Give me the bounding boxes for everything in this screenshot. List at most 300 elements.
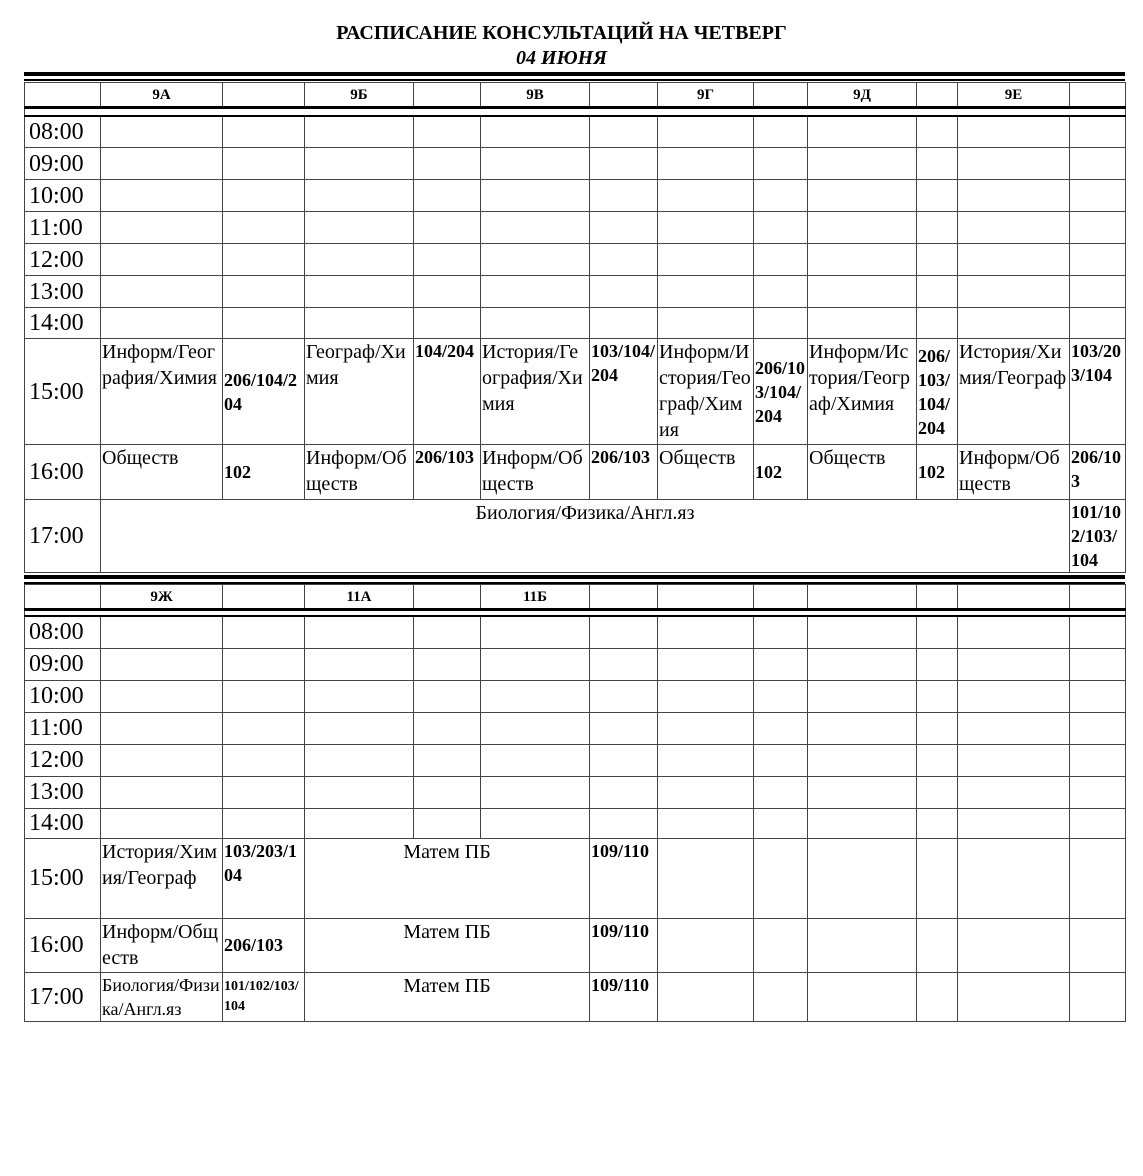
header-empty xyxy=(958,585,1070,610)
empty-cell xyxy=(958,180,1070,212)
header-empty xyxy=(414,585,481,610)
time-cell: 14:00 xyxy=(25,808,101,838)
empty-cell xyxy=(590,244,658,276)
empty-cell xyxy=(917,244,958,276)
empty-cell xyxy=(808,308,917,339)
empty-cell xyxy=(917,180,958,212)
subject-cell: Информ/Обществ xyxy=(305,445,414,500)
header-empty xyxy=(808,585,917,610)
class-header: 11А xyxy=(305,585,414,610)
empty-cell xyxy=(658,838,754,918)
time-cell: 08:00 xyxy=(25,116,101,148)
empty-cell xyxy=(223,212,305,244)
empty-cell xyxy=(101,616,223,648)
empty-cell xyxy=(101,648,223,680)
empty-cell xyxy=(590,712,658,744)
empty-cell xyxy=(808,648,917,680)
empty-cell xyxy=(481,808,590,838)
empty-cell xyxy=(808,776,917,808)
empty-cell xyxy=(223,712,305,744)
empty-cell xyxy=(101,712,223,744)
table-row xyxy=(25,500,1126,573)
empty-cell xyxy=(1070,744,1126,776)
room-cell: 206/103 xyxy=(590,445,658,500)
empty-cell xyxy=(917,776,958,808)
empty-cell xyxy=(1070,808,1126,838)
empty-cell xyxy=(1070,838,1126,918)
table-row xyxy=(25,244,1126,276)
empty-cell xyxy=(101,308,223,339)
time-cell: 12:00 xyxy=(25,744,101,776)
empty-cell xyxy=(101,116,223,148)
empty-cell xyxy=(917,918,958,972)
empty-cell xyxy=(754,712,808,744)
subject-cell: Матем ПБ xyxy=(305,838,590,918)
empty-cell xyxy=(1070,680,1126,712)
empty-cell xyxy=(754,680,808,712)
empty-cell xyxy=(808,680,917,712)
empty-cell xyxy=(101,212,223,244)
class-header: 9Е xyxy=(958,83,1070,108)
empty-cell xyxy=(1070,308,1126,339)
empty-cell xyxy=(305,276,414,308)
room-cell: 102 xyxy=(917,445,958,500)
empty-cell xyxy=(658,308,754,339)
empty-cell xyxy=(305,116,414,148)
empty-cell xyxy=(958,648,1070,680)
empty-cell xyxy=(754,244,808,276)
empty-cell xyxy=(481,744,590,776)
empty-cell xyxy=(223,648,305,680)
empty-cell xyxy=(590,148,658,180)
empty-cell xyxy=(223,616,305,648)
empty-cell xyxy=(658,972,754,1021)
empty-cell xyxy=(305,776,414,808)
room-cell: 206/103/104/204 xyxy=(917,339,958,445)
empty-cell xyxy=(414,776,481,808)
empty-cell xyxy=(414,744,481,776)
header-empty xyxy=(754,83,808,108)
header-empty xyxy=(25,83,101,108)
empty-cell xyxy=(808,838,917,918)
double-rule xyxy=(24,72,1125,81)
empty-cell xyxy=(223,680,305,712)
empty-cell xyxy=(1070,212,1126,244)
empty-cell xyxy=(1070,776,1126,808)
subject-cell: Обществ xyxy=(658,445,754,500)
time-cell: 12:00 xyxy=(25,244,101,276)
empty-cell xyxy=(917,712,958,744)
empty-cell xyxy=(414,616,481,648)
empty-cell xyxy=(917,648,958,680)
table-row xyxy=(25,918,1126,972)
subject-cell: Биология/Физика/Англ.яз xyxy=(101,500,1070,573)
subject-cell: Информ/География/Химия xyxy=(101,339,223,445)
empty-cell xyxy=(658,116,754,148)
double-rule xyxy=(25,108,1126,116)
empty-cell xyxy=(958,212,1070,244)
empty-cell xyxy=(808,972,917,1021)
empty-cell xyxy=(223,776,305,808)
time-cell: 11:00 xyxy=(25,212,101,244)
room-cell: 109/110 xyxy=(590,972,658,1021)
empty-cell xyxy=(481,276,590,308)
empty-cell xyxy=(658,808,754,838)
empty-cell xyxy=(590,116,658,148)
empty-cell xyxy=(590,680,658,712)
subject-cell: Информ/Обществ xyxy=(481,445,590,500)
empty-cell xyxy=(958,776,1070,808)
time-cell: 16:00 xyxy=(25,445,101,500)
room-cell: 109/110 xyxy=(590,838,658,918)
empty-cell xyxy=(917,616,958,648)
room-cell: 101/102/103/104 xyxy=(1070,500,1126,573)
header-empty xyxy=(414,83,481,108)
empty-cell xyxy=(917,680,958,712)
empty-cell xyxy=(958,680,1070,712)
empty-cell xyxy=(223,808,305,838)
subject-cell: История/География/Химия xyxy=(481,339,590,445)
time-cell: 09:00 xyxy=(25,148,101,180)
empty-cell xyxy=(481,616,590,648)
empty-cell xyxy=(658,680,754,712)
header-empty xyxy=(223,585,305,610)
header-empty xyxy=(25,585,101,610)
empty-cell xyxy=(481,308,590,339)
empty-cell xyxy=(917,148,958,180)
empty-cell xyxy=(305,648,414,680)
table-row xyxy=(25,680,1126,712)
empty-cell xyxy=(958,918,1070,972)
empty-cell xyxy=(223,276,305,308)
empty-cell xyxy=(305,180,414,212)
empty-cell xyxy=(305,680,414,712)
table-row xyxy=(25,308,1126,339)
empty-cell xyxy=(590,616,658,648)
empty-cell xyxy=(754,616,808,648)
table-row xyxy=(25,648,1126,680)
empty-cell xyxy=(481,180,590,212)
class-header: 9Ж xyxy=(101,585,223,610)
empty-cell xyxy=(808,148,917,180)
room-cell: 206/103 xyxy=(223,918,305,972)
empty-cell xyxy=(101,744,223,776)
class-header: 9Г xyxy=(658,83,754,108)
time-cell: 08:00 xyxy=(25,616,101,648)
empty-cell xyxy=(808,212,917,244)
table-row xyxy=(25,776,1126,808)
empty-cell xyxy=(658,918,754,972)
empty-cell xyxy=(754,744,808,776)
empty-cell xyxy=(917,212,958,244)
table-row xyxy=(25,212,1126,244)
table-row xyxy=(25,616,1126,648)
header-empty xyxy=(1070,83,1126,108)
time-cell: 13:00 xyxy=(25,776,101,808)
empty-cell xyxy=(414,808,481,838)
empty-cell xyxy=(754,648,808,680)
empty-cell xyxy=(1070,244,1126,276)
empty-cell xyxy=(1070,712,1126,744)
class-header: 9А xyxy=(101,83,223,108)
empty-cell xyxy=(958,308,1070,339)
empty-cell xyxy=(414,116,481,148)
empty-cell xyxy=(754,776,808,808)
room-cell: 206/103 xyxy=(1070,445,1126,500)
empty-cell xyxy=(917,744,958,776)
time-cell: 14:00 xyxy=(25,308,101,339)
empty-cell xyxy=(305,244,414,276)
table-row xyxy=(25,808,1126,838)
empty-cell xyxy=(808,808,917,838)
empty-cell xyxy=(481,776,590,808)
empty-cell xyxy=(481,648,590,680)
empty-cell xyxy=(223,180,305,212)
empty-cell xyxy=(414,180,481,212)
class-header: 9Б xyxy=(305,83,414,108)
empty-cell xyxy=(1070,148,1126,180)
header-empty xyxy=(917,83,958,108)
empty-cell xyxy=(414,244,481,276)
empty-cell xyxy=(481,212,590,244)
empty-cell xyxy=(754,276,808,308)
empty-cell xyxy=(590,744,658,776)
empty-cell xyxy=(808,616,917,648)
empty-cell xyxy=(1070,276,1126,308)
empty-cell xyxy=(590,212,658,244)
empty-cell xyxy=(754,808,808,838)
time-cell: 09:00 xyxy=(25,648,101,680)
table-row xyxy=(25,148,1126,180)
empty-cell xyxy=(958,972,1070,1021)
empty-cell xyxy=(1070,116,1126,148)
empty-cell xyxy=(917,838,958,918)
room-cell: 103/104/204 xyxy=(590,339,658,445)
empty-cell xyxy=(958,616,1070,648)
empty-cell xyxy=(917,276,958,308)
empty-cell xyxy=(101,776,223,808)
class-header-row xyxy=(25,83,1126,108)
subject-cell: Информ/История/Географ/Химия xyxy=(808,339,917,445)
time-cell: 17:00 xyxy=(25,972,101,1021)
empty-cell xyxy=(101,244,223,276)
empty-cell xyxy=(414,680,481,712)
class-header: 9Д xyxy=(808,83,917,108)
empty-cell xyxy=(590,808,658,838)
empty-cell xyxy=(808,116,917,148)
time-cell: 15:00 xyxy=(25,838,101,918)
empty-cell xyxy=(917,308,958,339)
empty-cell xyxy=(658,616,754,648)
class-header-row xyxy=(25,585,1126,610)
empty-cell xyxy=(414,308,481,339)
header-empty xyxy=(590,585,658,610)
header-empty xyxy=(1070,585,1126,610)
empty-cell xyxy=(658,180,754,212)
table-row xyxy=(25,276,1126,308)
room-cell: 103/203/104 xyxy=(1070,339,1126,445)
empty-cell xyxy=(223,308,305,339)
subject-cell: Биология/Физика/Англ.яз xyxy=(101,972,223,1021)
room-cell: 102 xyxy=(223,445,305,500)
subject-cell: Географ/Химия xyxy=(305,339,414,445)
room-cell: 104/204 xyxy=(414,339,481,445)
subject-cell: История/Химия/Географ xyxy=(101,838,223,918)
subject-cell: Информ/Обществ xyxy=(958,445,1070,500)
page-date: 04 ИЮНЯ xyxy=(515,47,607,69)
subject-cell: История/Химия/Географ xyxy=(958,339,1070,445)
empty-cell xyxy=(658,148,754,180)
time-cell: 11:00 xyxy=(25,712,101,744)
double-rule xyxy=(24,575,1125,584)
empty-cell xyxy=(958,744,1070,776)
room-cell: 101/102/103/104 xyxy=(223,972,305,1021)
empty-cell xyxy=(481,244,590,276)
empty-cell xyxy=(808,276,917,308)
empty-cell xyxy=(481,712,590,744)
time-cell: 17:00 xyxy=(25,500,101,573)
subject-cell: Матем ПБ xyxy=(305,918,590,972)
schedule-table-2 xyxy=(24,584,1126,1022)
empty-cell xyxy=(414,712,481,744)
empty-cell xyxy=(754,212,808,244)
empty-cell xyxy=(658,712,754,744)
empty-cell xyxy=(1070,648,1126,680)
empty-cell xyxy=(101,180,223,212)
empty-cell xyxy=(658,776,754,808)
empty-cell xyxy=(917,116,958,148)
empty-cell xyxy=(590,180,658,212)
time-cell: 16:00 xyxy=(25,918,101,972)
empty-cell xyxy=(958,712,1070,744)
empty-cell xyxy=(305,308,414,339)
empty-cell xyxy=(658,744,754,776)
empty-cell xyxy=(808,244,917,276)
header-empty xyxy=(754,585,808,610)
empty-cell xyxy=(223,744,305,776)
schedule-table-1 xyxy=(24,82,1126,573)
empty-cell xyxy=(958,838,1070,918)
empty-cell xyxy=(305,212,414,244)
table-row xyxy=(25,180,1126,212)
empty-cell xyxy=(754,180,808,212)
empty-cell xyxy=(754,308,808,339)
empty-cell xyxy=(223,116,305,148)
empty-cell xyxy=(958,116,1070,148)
empty-cell xyxy=(958,244,1070,276)
empty-cell xyxy=(101,148,223,180)
empty-cell xyxy=(590,308,658,339)
empty-cell xyxy=(414,148,481,180)
time-cell: 15:00 xyxy=(25,339,101,445)
time-cell: 13:00 xyxy=(25,276,101,308)
room-cell: 109/110 xyxy=(590,918,658,972)
empty-cell xyxy=(305,148,414,180)
room-cell: 102 xyxy=(754,445,808,500)
empty-cell xyxy=(1070,616,1126,648)
page-title: РАСПИСАНИЕ КОНСУЛЬТАЦИЙ НА ЧЕТВЕРГ xyxy=(336,22,787,44)
empty-cell xyxy=(590,276,658,308)
empty-cell xyxy=(590,776,658,808)
table-row xyxy=(25,445,1126,500)
subject-cell: Обществ xyxy=(101,445,223,500)
empty-cell xyxy=(658,212,754,244)
header-empty xyxy=(917,585,958,610)
header-empty xyxy=(590,83,658,108)
room-cell: 103/203/104 xyxy=(223,838,305,918)
table-row xyxy=(25,116,1126,148)
empty-cell xyxy=(414,212,481,244)
time-cell: 10:00 xyxy=(25,180,101,212)
class-header: 11Б xyxy=(481,585,590,610)
empty-cell xyxy=(958,276,1070,308)
empty-cell xyxy=(658,276,754,308)
empty-cell xyxy=(754,116,808,148)
table-row xyxy=(25,838,1126,918)
empty-cell xyxy=(754,838,808,918)
empty-cell xyxy=(808,180,917,212)
empty-cell xyxy=(305,744,414,776)
empty-cell xyxy=(481,116,590,148)
empty-cell xyxy=(808,712,917,744)
empty-cell xyxy=(414,648,481,680)
empty-cell xyxy=(305,616,414,648)
empty-cell xyxy=(917,808,958,838)
empty-cell xyxy=(754,148,808,180)
subject-cell: Информ/Обществ xyxy=(101,918,223,972)
empty-cell xyxy=(754,972,808,1021)
empty-cell xyxy=(958,808,1070,838)
class-header: 9В xyxy=(481,83,590,108)
empty-cell xyxy=(754,918,808,972)
table-row xyxy=(25,972,1126,1021)
empty-cell xyxy=(1070,918,1126,972)
table-row xyxy=(25,744,1126,776)
empty-cell xyxy=(658,244,754,276)
table-row xyxy=(25,339,1126,445)
empty-cell xyxy=(590,648,658,680)
empty-cell xyxy=(808,918,917,972)
empty-cell xyxy=(958,148,1070,180)
subject-cell: Обществ xyxy=(808,445,917,500)
empty-cell xyxy=(481,680,590,712)
header-empty xyxy=(223,83,305,108)
empty-cell xyxy=(101,276,223,308)
empty-cell xyxy=(101,680,223,712)
empty-cell xyxy=(414,276,481,308)
empty-cell xyxy=(223,148,305,180)
time-cell: 10:00 xyxy=(25,680,101,712)
subject-cell: Информ/История/Географ/Химия xyxy=(658,339,754,445)
subject-cell: Матем ПБ xyxy=(305,972,590,1021)
header-empty xyxy=(658,585,754,610)
room-cell: 206/103/104/204 xyxy=(754,339,808,445)
empty-cell xyxy=(658,648,754,680)
room-cell: 206/103 xyxy=(414,445,481,500)
empty-cell xyxy=(481,148,590,180)
empty-cell xyxy=(223,244,305,276)
empty-cell xyxy=(808,744,917,776)
empty-cell xyxy=(305,808,414,838)
empty-cell xyxy=(1070,972,1126,1021)
room-cell: 206/104/204 xyxy=(223,339,305,445)
empty-cell xyxy=(1070,180,1126,212)
empty-cell xyxy=(917,972,958,1021)
table-row xyxy=(25,712,1126,744)
separator-row xyxy=(25,108,1126,116)
empty-cell xyxy=(305,712,414,744)
empty-cell xyxy=(101,808,223,838)
